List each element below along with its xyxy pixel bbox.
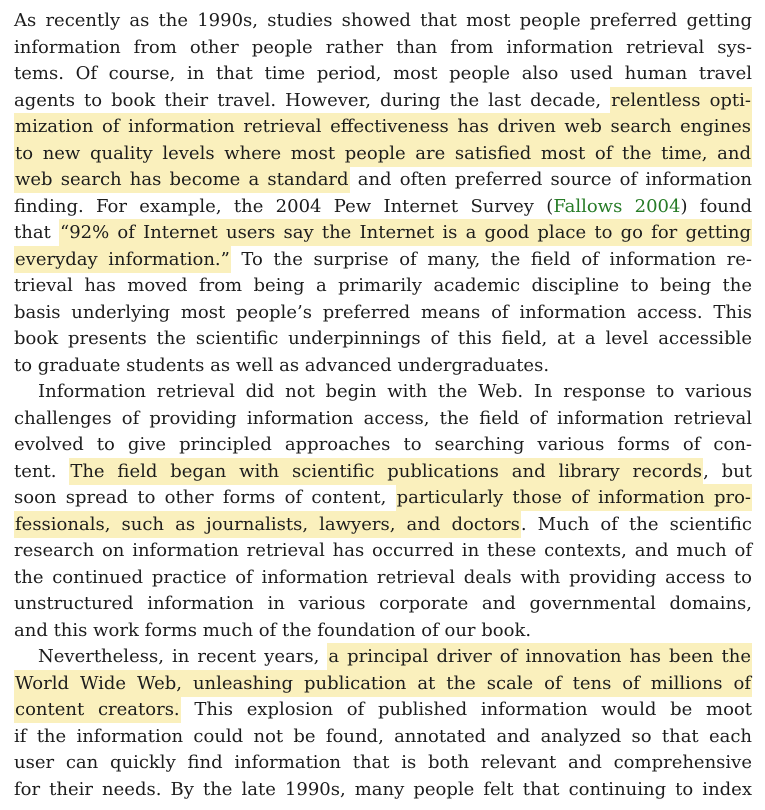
text-segment: the continued practice of information retrieval deals with providing access to	[14, 566, 752, 588]
text-line	[14, 697, 752, 724]
text-segment: agents to book their travel. However, during the last decade,	[14, 89, 611, 111]
text-line	[14, 247, 752, 274]
text-segment: , but	[703, 460, 753, 482]
text-line	[14, 777, 752, 804]
text-segment: Nevertheless, in recent years,	[38, 646, 328, 667]
text-line	[14, 671, 752, 698]
text-segment: that	[14, 222, 59, 243]
text-line	[14, 88, 752, 115]
text-line	[14, 300, 752, 327]
highlighted-text: to new quality levels where most people are satisfied most of the time, and	[14, 140, 752, 167]
highlighted-text: “92% of Internet users say the Internet is a good place to go for getting	[59, 219, 752, 246]
highlighted-text: mization of information retrieval effectiveness has driven web search engines	[14, 113, 752, 140]
text-segment: and this work forms much of the foundation of our book.	[14, 619, 532, 641]
text-segment: soon spread to other forms of content,	[14, 487, 396, 508]
text-line	[14, 114, 752, 141]
text-line	[14, 724, 752, 751]
text-segment: tems. Of course, in that time period, most people also used human travel	[14, 63, 752, 84]
text-line	[14, 750, 752, 777]
text-line	[14, 35, 752, 62]
text-segment: user can quickly find information that is both relevant and comprehensive	[14, 752, 752, 773]
text-segment: tent.	[14, 460, 70, 482]
text-segment: to graduate students as well as advanced undergraduates.	[14, 354, 550, 376]
text-segment: As recently as the 1990s, studies showed that most people preferred getting	[14, 10, 752, 31]
text-segment: trieval has moved from being a primarily academic discipline to being the	[14, 275, 752, 296]
highlighted-text: content creators.	[14, 696, 181, 723]
text-line	[14, 565, 752, 592]
text-line	[14, 538, 752, 565]
highlighted-text: particularly those of information pro-	[396, 484, 752, 511]
citation-link[interactable]: Fallows 2004	[553, 195, 681, 217]
text-line	[14, 220, 752, 247]
text-line	[14, 618, 752, 645]
text-segment: This explosion of published information would be moot	[180, 699, 752, 720]
text-segment: finding. For example, the 2004 Pew Internet Survey (	[14, 195, 554, 217]
text-line	[14, 432, 752, 459]
text-segment: evolved to give principled approaches to searching various forms of con-	[14, 434, 752, 455]
text-line	[14, 353, 752, 380]
text-line	[14, 459, 752, 486]
text-segment: . Much of the scientific	[520, 513, 752, 535]
text-segment: challenges of providing information access, the field of information retrieval	[14, 407, 752, 429]
highlighted-text: web search has become a standard	[14, 166, 350, 193]
text-line	[14, 512, 752, 539]
text-segment: unstructured information in various corporate and governmental domains,	[14, 593, 752, 614]
highlighted-text: The field began with scientific publications and library records	[69, 458, 703, 485]
text-line	[14, 273, 752, 300]
text-segment: To the surprise of many, the field of information re-	[230, 248, 752, 270]
text-segment: book presents the scientific underpinnings of this field, at a level accessible	[14, 328, 752, 349]
text-segment: for their needs. By the late 1990s, many people felt that continuing to index	[14, 778, 752, 800]
text-line	[14, 644, 752, 671]
highlighted-text: World Wide Web, unleashing publication at the scale of tens of millions of	[14, 670, 752, 697]
text-line	[14, 379, 752, 406]
text-segment: research on information retrieval has occurred in these contexts, and much of	[14, 540, 752, 561]
text-line	[14, 485, 752, 512]
text-segment: ) found	[680, 195, 752, 217]
text-segment: basis underlying most people’s preferred means of information access. This	[14, 301, 752, 323]
text-segment: Information retrieval did not begin with the Web. In response to various	[38, 381, 752, 402]
text-line	[14, 326, 752, 353]
text-segment: and often preferred source of information	[349, 169, 752, 190]
highlighted-text: a principal driver of innovation has been the	[327, 643, 752, 670]
highlighted-text: fessionals, such as journalists, lawyers, and doctors	[14, 511, 521, 538]
page-text	[14, 8, 752, 803]
text-line	[14, 167, 752, 194]
text-line	[14, 406, 752, 433]
text-line	[14, 8, 752, 35]
text-segment: if the information could not be found, annotated and analyzed so that each	[14, 725, 752, 747]
text-line	[14, 61, 752, 88]
text-line	[14, 194, 752, 221]
highlighted-text: relentless opti-	[610, 87, 752, 114]
highlighted-text: everyday information.”	[14, 246, 231, 273]
text-line	[14, 141, 752, 168]
text-segment: information from other people rather than from information retrieval sys-	[14, 36, 752, 58]
text-line	[14, 591, 752, 618]
